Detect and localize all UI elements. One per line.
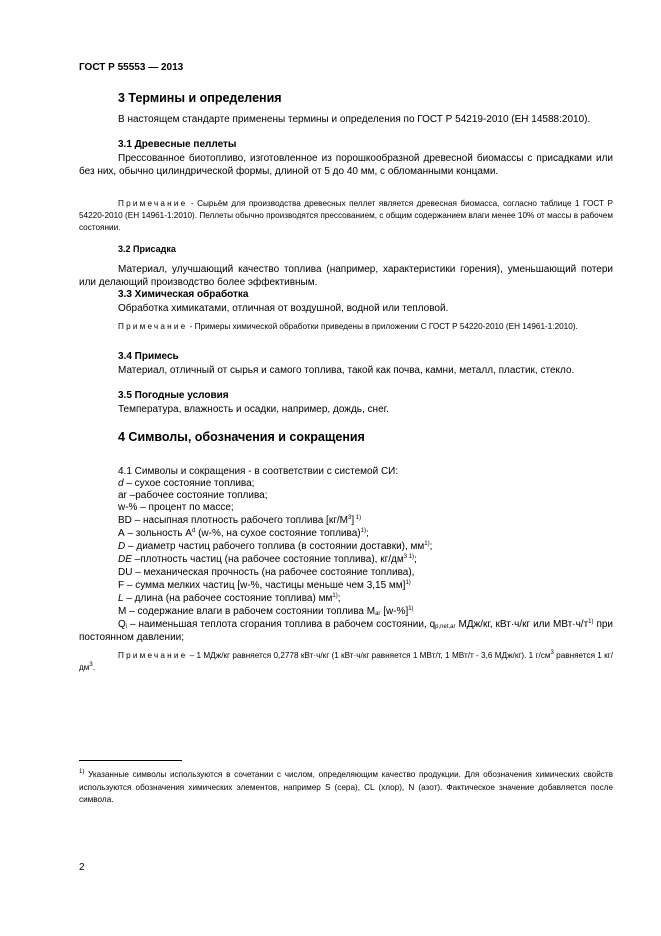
subscript: p,net,ar [435, 624, 456, 630]
term-3-1-text: Прессованное биотопливо, изготовленное из порошкообразной древесной биомассы с присадками или без них, обычно цилиндрической формы, длиной от 5 до 40 мм, с обломанными концами. [79, 153, 613, 177]
symbol-d [118, 478, 254, 491]
symbol-L [118, 593, 340, 606]
document-header: ГОСТ Р 55553 — 2013 [79, 62, 184, 73]
term-3-3-title: 3.3 Химическая обработка [118, 289, 249, 300]
footnote-ref: 3 1) [403, 554, 415, 560]
footnote-ref: 1) [588, 619, 594, 625]
page-number: 2 [79, 862, 85, 873]
footnote-ref: 1) [360, 528, 366, 534]
symbol-desc: BD – насыпная плотность рабочего топлива [кг/М [118, 515, 348, 526]
superscript: 3 [89, 662, 93, 668]
punct: . [92, 663, 96, 672]
note-4-1 [79, 650, 613, 674]
note-3-3 [79, 321, 613, 333]
symbol-F [118, 580, 411, 593]
subscript: i [125, 624, 128, 630]
footnote-ref: 1) [424, 541, 430, 547]
symbol-ar: ar –рабочее состояние топлива; [118, 490, 268, 501]
section-4-title: 4 Символы, обозначения и сокращения [118, 430, 365, 444]
symbol-desc: M – содержание влаги в рабочем состоянии топлива M [118, 606, 376, 617]
symbol-letter: D [118, 541, 126, 552]
symbol-desc-cont: МДж/кг, кВт·ч/кг или МВт·ч/т [455, 619, 589, 630]
subscript: ar [375, 611, 381, 617]
symbol-desc: А – зольность А [118, 528, 192, 539]
symbol-Q [79, 619, 613, 644]
term-3-5-title: 3.5 Погодные условия [118, 390, 229, 401]
term-3-2-text: Материал, улучшающий качество топлива (например, характеристики горения), уменьшающий потери или делающий производство более эффективным. [79, 264, 613, 288]
symbol-desc: – наименьшая теплота сгорания топлива в рабочем состоянии, q [127, 619, 436, 630]
footnote-mark: 1) [79, 769, 85, 775]
note-text: - Примеры химической обработки приведены в приложении С ГОСТ Р 54220-2010 (ЕН 14961-1:2010). [187, 322, 578, 331]
symbol-desc: F – сумма мелких частиц [w-%, частицы меньше чем 3,15 мм] [118, 580, 406, 591]
symbol-desc: – диаметр частиц рабочего топлива (в состоянии доставки), мм [125, 541, 425, 552]
note-label: Примечание [118, 322, 188, 331]
superscript: 3 [347, 515, 352, 521]
footnote-text: Указанные символы используются в сочетании с числом, определяющим качество продукции. Для обозначения химических свойств используются обозначения химических элементов, например S (сера), CL (хлор), N (азот). Фактическое значение добавляется после символа. [79, 770, 613, 804]
term-3-5-text: Температура, влажность и осадки, например, дождь, снег. [118, 404, 389, 415]
symbol-letter: DE [118, 554, 132, 565]
note-label: Примечание [118, 651, 188, 660]
punct: ; [414, 554, 417, 565]
punct: ; [429, 541, 433, 552]
footnote-ref: 1) [354, 515, 362, 521]
symbol-w: w-% – процент по массе; [118, 502, 234, 513]
term-3-1-title: 3.1 Древесные пеллеты [118, 139, 237, 150]
symbol-desc-cont: (w-%, на сухое состояние топлива) [195, 528, 361, 539]
punct: ; [337, 593, 341, 604]
note-text-cont: равняется 1 кг/дм [79, 651, 613, 672]
symbol-desc: – длина (на рабочее состояние топлива) мм [123, 593, 333, 604]
symbol-desc: –плотность частиц (на рабочее состояние топлива), кг/дм [131, 554, 404, 565]
note-3-1 [79, 198, 613, 234]
superscript: 3 [550, 650, 554, 656]
symbol-a [118, 528, 369, 541]
symbol-M [118, 606, 414, 619]
symbol-desc-cont: [w-%] [380, 606, 409, 617]
symbol-desc: – сухое состояние топлива; [123, 478, 255, 489]
section-3-intro: В настоящем стандарте применены термины и определения по ГОСТ Р 54219-2010 (ЕН 14588:2010). [118, 114, 591, 125]
term-3-2-title: 3.2 Присадка [118, 244, 176, 254]
footnote-divider [79, 760, 182, 761]
note-text: – 1 МДж/кг равняется 0,2778 кВт·ч/кг (1 кВт·ч/кг равняется 1 МВт/т, 1 МВт/т - 3,6 МДж/кг). 1 г/см [187, 651, 551, 660]
superscript: d [191, 528, 196, 534]
section-3-title: 3 Термины и определения [118, 91, 282, 105]
symbols-intro: 4.1 Символы и сокращения - в соответствии с системой СИ: [118, 466, 399, 477]
note-text: - Сырьём для производства древесных пеллет является древесная биомасса, согласно таблице 1 ГОСТ Р 54220-2010 (ЕН 14961-1:2010). Пеллеты обычно производятся прессованием, с общим содержанием влаги менее 10% от массы в рабочем состоянии. [79, 199, 613, 232]
term-3-3-text: Обработка химикатами, отличная от воздушной, водной или тепловой. [118, 303, 449, 314]
term-3-4-title: 3.4 Примесь [118, 351, 179, 362]
footnote-ref: 1) [405, 580, 411, 586]
footnote [79, 769, 613, 807]
symbol-bd [118, 515, 361, 528]
symbol-letter: d [118, 478, 124, 489]
symbol-D [118, 541, 432, 554]
note-label: Примечание [118, 199, 188, 208]
punct: ; [365, 528, 369, 539]
symbol-letter: L [118, 593, 124, 604]
bracket: ] [351, 515, 355, 526]
symbol-desc-end: при постоянном давлении; [79, 619, 614, 643]
footnote-ref: 1) [332, 593, 338, 599]
term-3-4-text: Материал, отличный от сырья и самого топлива, такой как почва, камни, металл, пластик, стекло. [118, 365, 575, 376]
symbol-DE [118, 554, 417, 567]
symbol-letter: Q [118, 619, 126, 630]
symbol-DU: DU – механическая прочность (на рабочее состояние топлива), [118, 567, 415, 578]
footnote-ref: 1) [408, 606, 414, 612]
